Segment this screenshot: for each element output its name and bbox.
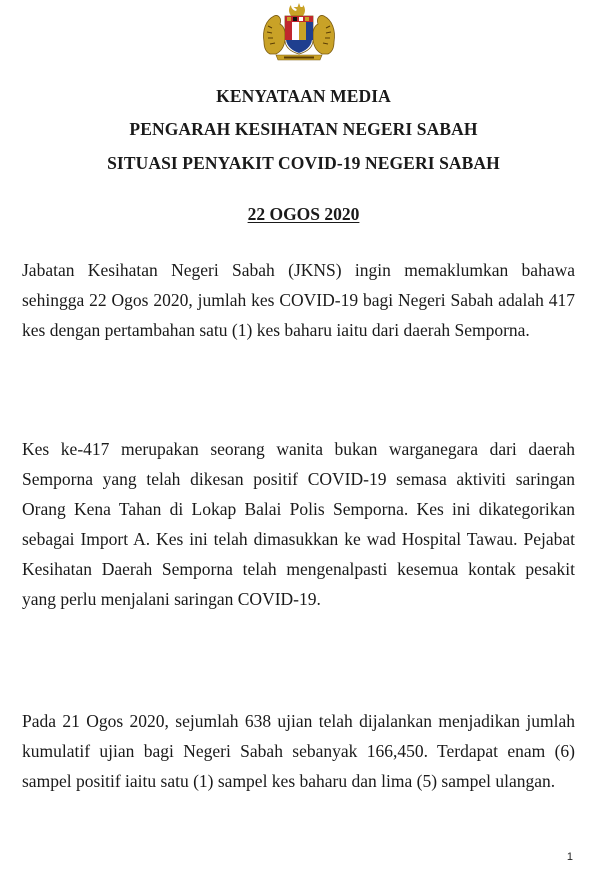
title-pengarah: PENGARAH KESIHATAN NEGERI SABAH [129, 119, 478, 139]
page-number: 1 [566, 851, 573, 863]
coat-of-arms-icon [258, 2, 340, 62]
document-date: 22 OGOS 2020 [247, 204, 360, 224]
paragraph-testing: Pada 21 Ogos 2020, sejumlah 638 ujian telah dijalankan menjadikan jumlah kumulatif ujian bagi Negeri Sabah sebanyak 166,450. Terdapat enam (6) sampel positif iaitu satu (1) sampel kes baharu dan lima (5) sampel ulangan. [22, 711, 575, 791]
title-kenyataan-media: KENYATAAN MEDIA [216, 86, 391, 106]
title-situasi: SITUASI PENYAKIT COVID-19 NEGERI SABAH [107, 153, 500, 173]
paragraph-case-details: Kes ke-417 merupakan seorang wanita bukan warganegara dari daerah Semporna yang telah dikesan positif COVID-19 semasa aktiviti saringan Orang Kena Tahan di Lokap Balai Polis Semporna. Kes ini dikategorikan sebagai Import A. Kes ini telah dimasukkan ke wad Hospital Tawau. Pejabat Kesihatan Daerah Semporna telah mengenalpasti kesemua kontak pesakit yang perlu menjalani saringan COVID-19. [22, 439, 575, 609]
paragraph-summary: Jabatan Kesihatan Negeri Sabah (JKNS) ingin memaklumkan bahawa sehingga 22 Ogos 2020, jumlah kes COVID-19 bagi Negeri Sabah adalah 417 kes dengan pertambahan satu (1) kes baharu iaitu dari daerah Semporna. [22, 260, 575, 340]
